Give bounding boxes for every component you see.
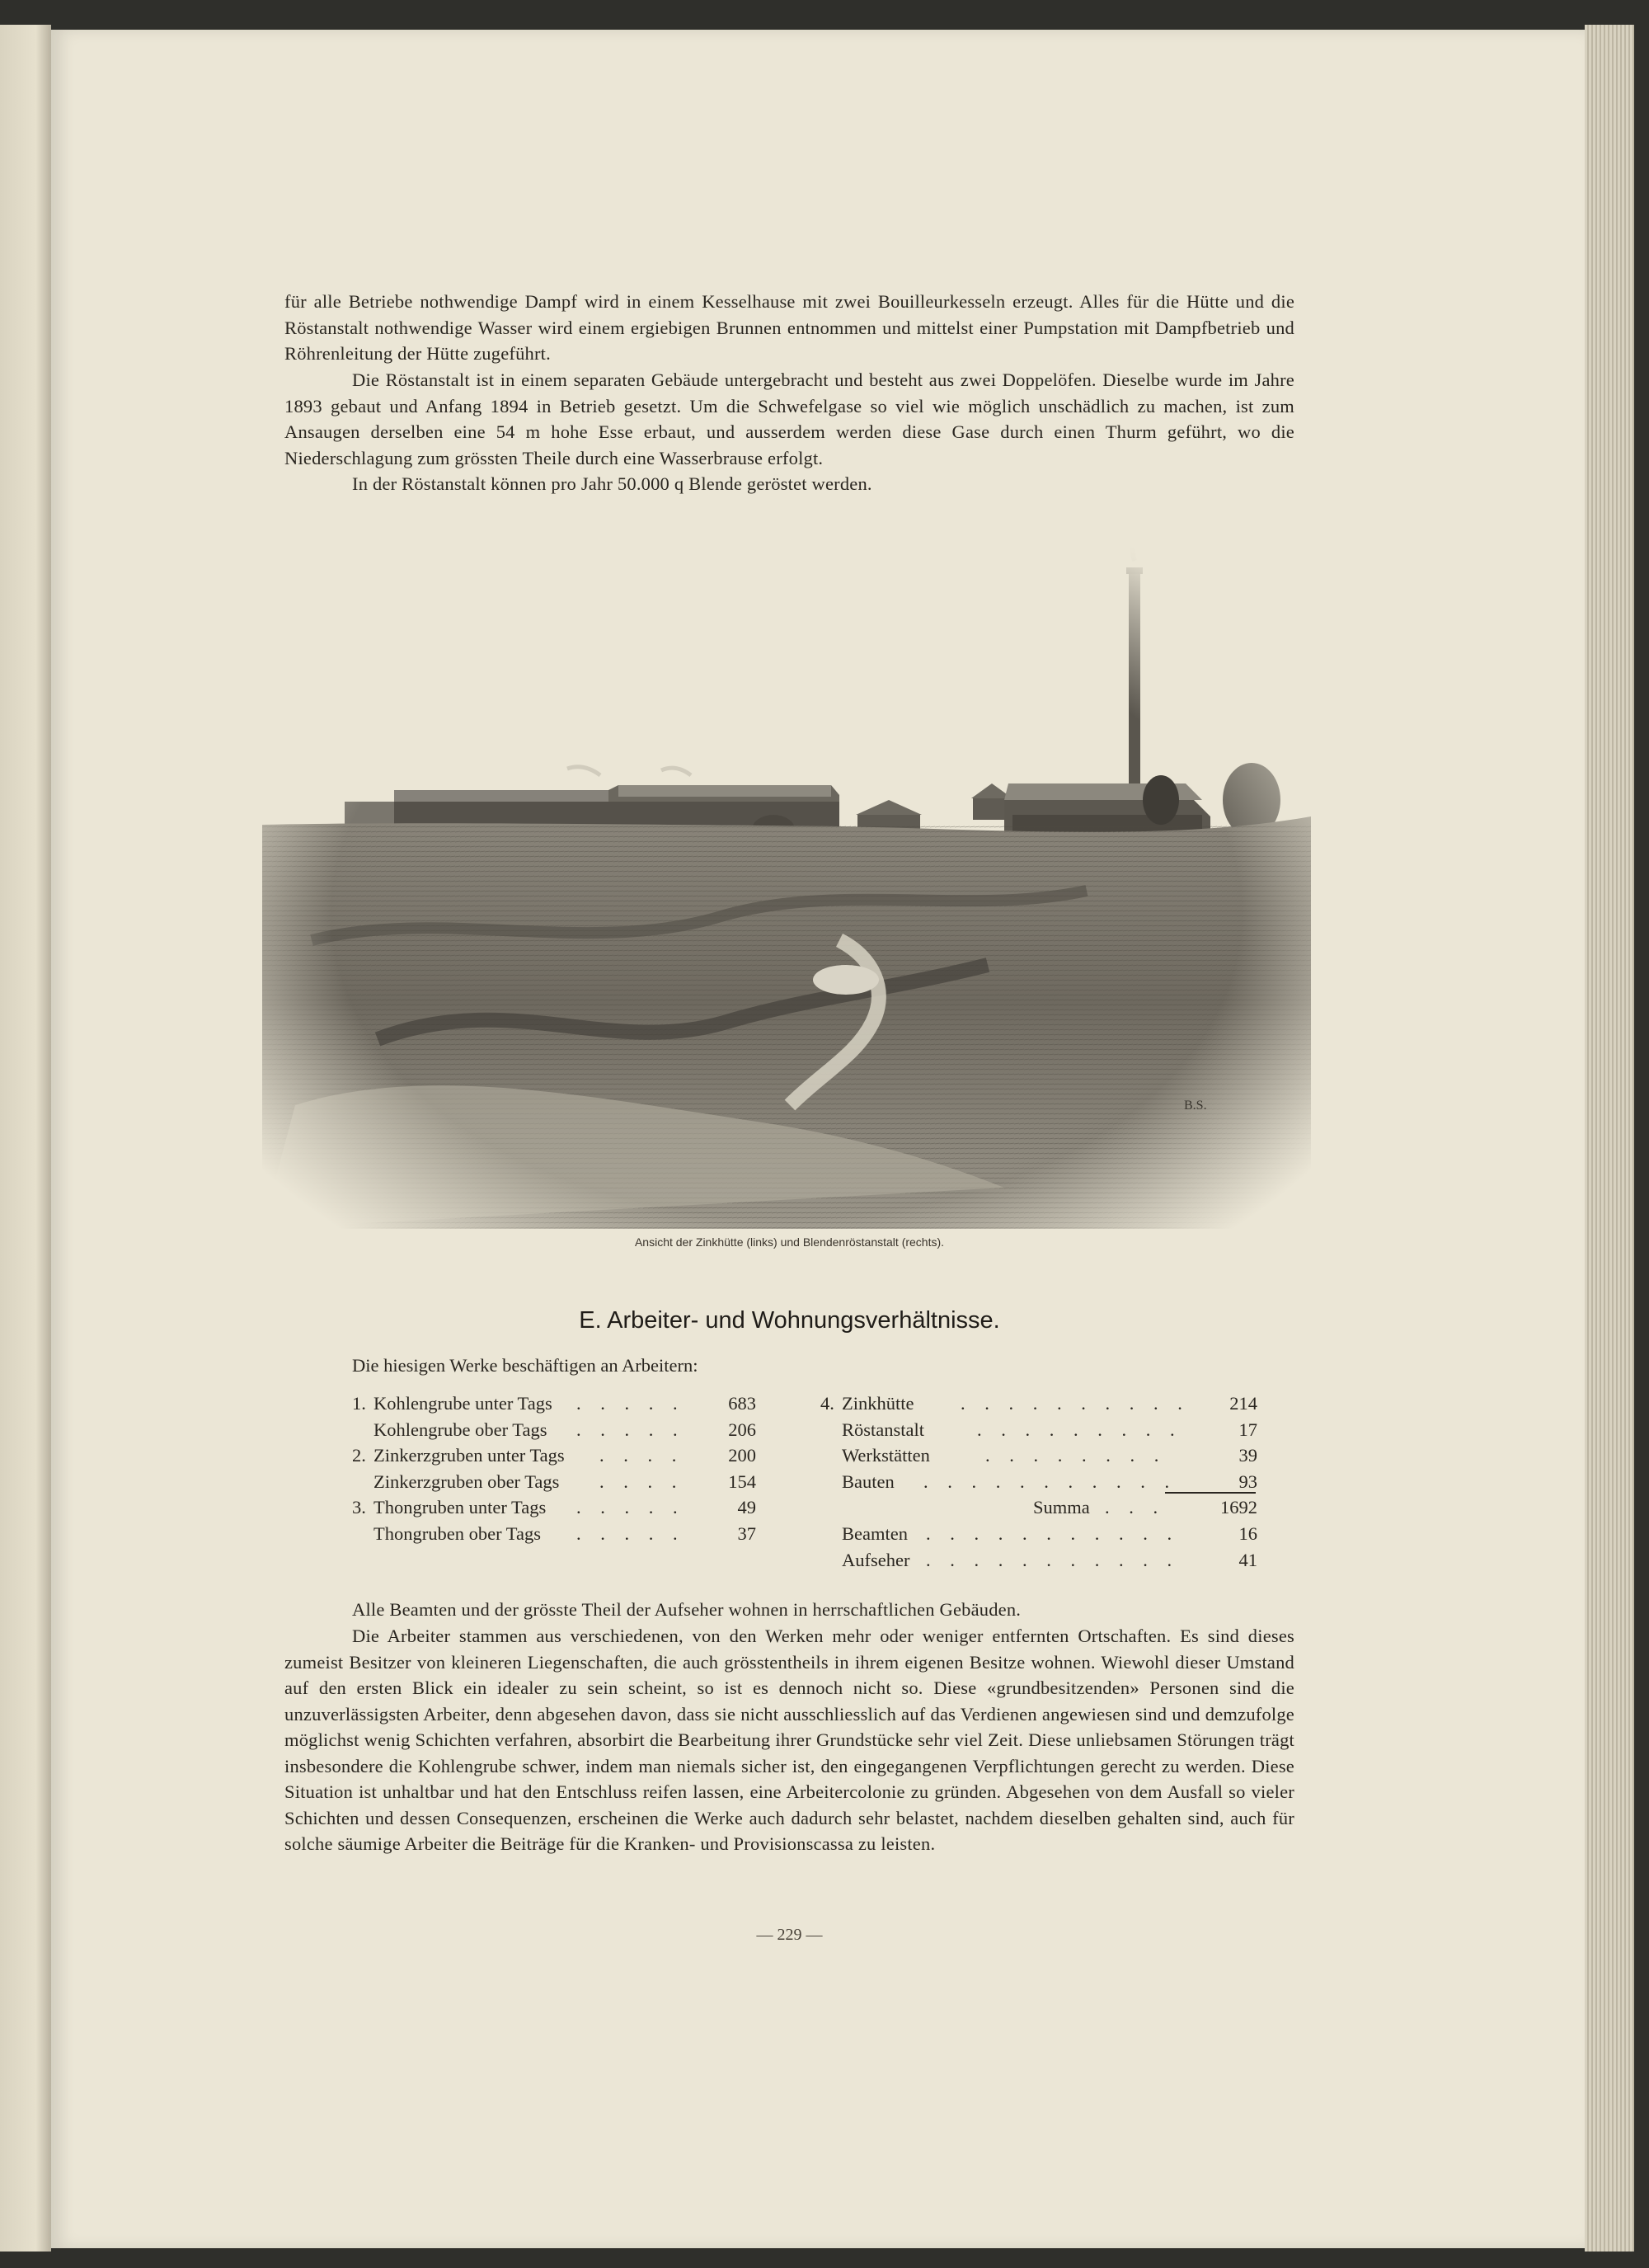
row-label: Kohlengrube unter Tags bbox=[373, 1393, 552, 1414]
leader-dots: . . . . . . . . . . . bbox=[923, 1470, 1177, 1492]
figure-caption: Ansicht der Zinkhütte (links) und Blendenröstanstalt (rechts). bbox=[634, 1235, 945, 1249]
row-label: Röstanstalt bbox=[842, 1419, 924, 1440]
paragraph-steam-water: für alle Betriebe nothwendige Dampf wird in einem Kesselhause mit zwei Bouilleurkesseln erzeugt. Alles für die Hütte und die Röstanstalt nothwendige Wasser wird einem ergiebigen Brunnen entnommen und mittelst einer Pumpstation mit Dampfbetrieb und Röhrenleitung der Hütte zugeführt. bbox=[284, 291, 1294, 364]
row-number: 2. bbox=[352, 1445, 366, 1466]
row-label: Werkstätten bbox=[842, 1445, 930, 1466]
row-value: 214 bbox=[1229, 1393, 1257, 1414]
leader-dots: . . . bbox=[1105, 1497, 1166, 1518]
worker-row bbox=[352, 1390, 756, 1417]
page-number: — 229 — bbox=[756, 1926, 823, 1944]
row-value: 154 bbox=[728, 1470, 756, 1492]
summa-row bbox=[820, 1494, 1257, 1521]
worker-row bbox=[820, 1417, 1257, 1443]
row-label: Bauten bbox=[842, 1470, 895, 1492]
leader-dots: . . . . bbox=[599, 1470, 684, 1492]
leader-dots: . . . . bbox=[599, 1445, 684, 1466]
row-value: 206 bbox=[728, 1419, 756, 1440]
worker-row bbox=[820, 1390, 1257, 1417]
row-label: Aufseher bbox=[842, 1549, 910, 1570]
artist-monogram: B.S. bbox=[1184, 1099, 1207, 1113]
worker-table-right bbox=[820, 1390, 1257, 1573]
row-value: 16 bbox=[1238, 1522, 1257, 1544]
paragraph-roasting-plant: Die Röstanstalt ist in einem separaten Gebäude untergebracht und besteht aus zwei Doppelöfen. Dieselbe wurde im Jahre 1893 gebaut und Anfang 1894 in Betrieb gesetzt. Um die Schwefelgase so viel wie möglich unschädlich zu machen, ist zum Ansaugen derselben eine 54 m hohe Esse erbaut, und ausserdem werden diese Gase durch einen Thurm geführt, wo die Niederschlagung zum grössten Theile durch eine Wasserbrause erfolgt. bbox=[284, 369, 1294, 468]
leader-dots: . . . . . bbox=[576, 1522, 685, 1544]
worker-row bbox=[352, 1494, 756, 1521]
row-label: Zinkerzgruben unter Tags bbox=[373, 1445, 565, 1466]
sum-rule bbox=[1165, 1492, 1256, 1494]
summa-label: Summa bbox=[1033, 1497, 1090, 1518]
row-label: Zinkerzgruben ober Tags bbox=[373, 1470, 560, 1492]
leader-dots: . . . . . bbox=[576, 1497, 685, 1518]
worker-table-left bbox=[352, 1390, 756, 1547]
leader-dots: . . . . . . . . . . bbox=[961, 1393, 1190, 1414]
worker-row bbox=[820, 1442, 1257, 1469]
row-label: Kohlengrube ober Tags bbox=[373, 1419, 547, 1440]
row-label: Zinkhütte bbox=[842, 1393, 914, 1414]
row-value: 39 bbox=[1238, 1445, 1257, 1466]
row-number: 4. bbox=[820, 1393, 834, 1414]
leader-dots: . . . . . bbox=[576, 1393, 685, 1414]
worker-row bbox=[352, 1442, 756, 1469]
paragraph-housing: Alle Beamten und der grösste Theil der Aufseher wohnen in herrschaftlichen Gebäuden. bbox=[352, 1599, 1022, 1620]
row-number: 3. bbox=[352, 1497, 366, 1518]
factory-landscape-illustration bbox=[262, 528, 1311, 1229]
row-value: 41 bbox=[1238, 1549, 1257, 1570]
worker-row bbox=[352, 1521, 756, 1547]
row-number: 1. bbox=[352, 1393, 366, 1414]
worker-row bbox=[820, 1469, 1257, 1495]
facing-page-edge bbox=[0, 25, 51, 2252]
row-label: Thongruben unter Tags bbox=[373, 1497, 547, 1518]
staff-row bbox=[820, 1547, 1257, 1574]
leader-dots: . . . . . bbox=[576, 1419, 685, 1440]
leader-dots: . . . . . . . . bbox=[985, 1445, 1167, 1466]
factory-engraving bbox=[262, 528, 1311, 1229]
row-label: Beamten bbox=[842, 1522, 908, 1544]
row-value: 683 bbox=[728, 1393, 756, 1414]
row-value: 17 bbox=[1238, 1419, 1257, 1440]
summa-value: 1692 bbox=[1220, 1497, 1257, 1518]
book-page-edges bbox=[1585, 25, 1634, 2252]
row-value: 49 bbox=[737, 1497, 756, 1518]
section-heading: E. Arbeiter- und Wohnungsverhältnisse. bbox=[579, 1307, 1000, 1334]
paragraph-capacity: In der Röstanstalt können pro Jahr 50.000 q Blende geröstet werden. bbox=[352, 473, 872, 494]
staff-row bbox=[820, 1521, 1257, 1547]
row-value: 200 bbox=[728, 1445, 756, 1466]
leader-dots: . . . . . . . . . . . bbox=[926, 1522, 1180, 1544]
row-value: 93 bbox=[1238, 1470, 1257, 1492]
row-value: 37 bbox=[737, 1522, 756, 1544]
paragraph-workers-origin: Die Arbeiter stammen aus verschiedenen, von den Werken mehr oder weniger entfernten Ortschaften. Es sind dieses zumeist Besitzer von kleineren Liegenschaften, die auch grösstentheils in ihrem eigenen Besitze wohnen. Wiewohl dieser Umstand auf den ersten Blick ein idealer zu sein scheint, so ist es dennoch nicht so. Diese «grundbesitzenden» Personen sind die unzuverlässigsten Arbeiter, denn abgesehen davon, dass sie nicht ausschliesslich auf das Verdienen angewiesen sind und demzufolge möglichst wenig Schichten verfahren, absorbirt die Bearbeitung ihrer Grundstücke sehr viel Zeit. Diese unliebsamen Störungen trägt insbesondere die Kohlengrube schwer, indem man niemals sicher ist, den eingegangenen Verpflichtungen gerecht zu werden. Diese Situation ist unhaltbar und hat den Entschluss reifen lassen, eine Arbeitercolonie zu gründen. Abgesehen von dem Ausfall so vieler Schichten und dessen Consequenzen, erscheinen die Werke auch dadurch sehr belastet, nachdem dieselben gehalten sind, auch für solche säumige Arbeiter die Beiträge für die Kranken- und Provisionscassa zu leisten. bbox=[284, 1626, 1294, 1854]
worker-row bbox=[352, 1469, 756, 1495]
leader-dots: . . . . . . . . . bbox=[977, 1419, 1182, 1440]
leader-dots: . . . . . . . . . . . bbox=[926, 1549, 1180, 1570]
section-intro: Die hiesigen Werke beschäftigen an Arbeitern: bbox=[352, 1355, 698, 1376]
worker-row bbox=[352, 1417, 756, 1443]
row-label: Thongruben ober Tags bbox=[373, 1522, 541, 1544]
